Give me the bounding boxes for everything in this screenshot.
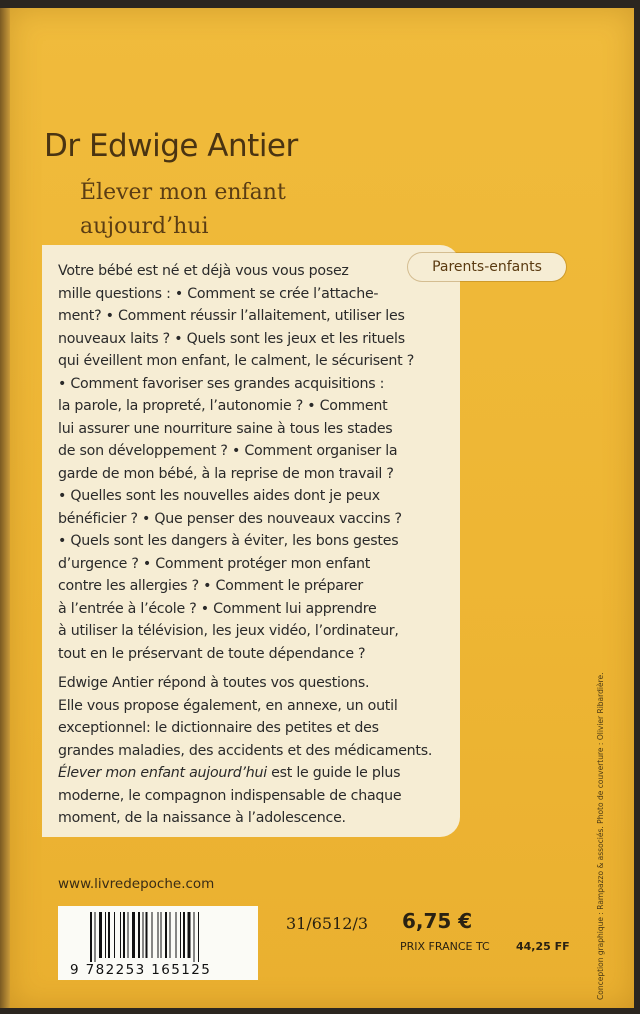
barcode-bar [170, 912, 171, 958]
price-ff: 44,25 FF [516, 940, 570, 953]
barcode-number: 9 782253 165125 [70, 962, 212, 978]
text-line: moderne, le compagnon indispensable de chaque [58, 787, 402, 804]
barcode-bar [99, 912, 102, 958]
text-line: exceptionnel: le dictionnaire des petites et des [58, 720, 379, 736]
barcode-bar [95, 912, 96, 962]
barcode-bar [183, 912, 185, 958]
text-line: Elle vous propose également, en annexe, un outil [58, 697, 398, 714]
text-line: • Comment favoriser ses grandes acquisitions : [58, 375, 385, 392]
text-line: • Quelles sont les nouvelles aides dont je peux [58, 488, 380, 504]
text-line: la parole, la propreté, l’autonomie ? • Comment [58, 398, 388, 414]
barcode-bar [108, 912, 110, 958]
barcode-bar [123, 912, 125, 958]
barcode-bar [161, 912, 162, 958]
barcode-bar [128, 912, 129, 958]
text-line [58, 762, 458, 785]
text-line: mille questions : • Comment se crée l’attache- [58, 285, 379, 302]
italic-book-title: Élever mon enfant aujourd’hui [58, 765, 267, 781]
text-line: tout en le préservant de toute dépendance ? [58, 645, 366, 662]
barcode-bar [143, 912, 144, 958]
text-line: ment? • Comment réussir l’allaitement, utiliser les [58, 308, 405, 324]
barcode-bar [188, 912, 191, 958]
barcode-bar [132, 912, 135, 958]
text-line: à utiliser la télévision, les jeux vidéo, l’ordinateur, [58, 623, 399, 639]
description-paragraph-2 [58, 672, 458, 830]
author-name: Dr Edwige Antier [44, 128, 298, 164]
barcode-bar [194, 912, 195, 962]
publisher-website: www.livredepoche.com [58, 876, 215, 892]
text-line: bénéficier ? • Que penser des nouveaux vaccins ? [58, 510, 402, 527]
barcode-bar [165, 912, 167, 958]
barcode-bars [88, 912, 238, 962]
text-line: • Quels sont les dangers à éviter, les bons gestes [58, 533, 399, 549]
barcode-bar [120, 912, 121, 958]
catalog-code: 31/6512/3 [286, 914, 369, 933]
text-line: garde de mon bébé, à la reprise de mon travail ? [58, 465, 394, 482]
text-line: moment, de la naissance à l’adolescence. [58, 810, 346, 826]
design-credits: Conception graphique : Rampazzo & associés. Photo de couverture : Olivier Ribardière. [596, 672, 605, 1000]
text-line: lui assurer une nourriture saine à tous les stades [58, 420, 393, 437]
book-title-line-2: aujourd’hui [80, 214, 209, 239]
text-fragment: est le guide le plus [266, 765, 401, 781]
text-line: Votre bébé est né et déjà vous vous posez [58, 263, 349, 279]
barcode-bar [158, 912, 159, 958]
barcode-bar [176, 912, 177, 958]
barcode [58, 906, 258, 980]
book-edge [0, 8, 10, 1008]
text-line: qui éveillent mon enfant, le calment, le sécurisent ? [58, 353, 414, 369]
description-paragraph-1 [58, 260, 458, 665]
book-title [80, 176, 286, 244]
price: 6,75 € [402, 909, 473, 933]
text-line: d’urgence ? • Comment protéger mon enfant [58, 555, 371, 572]
barcode-bar [114, 912, 115, 958]
barcode-bar [146, 912, 148, 958]
barcode-bar [105, 912, 106, 958]
collection-badge: Parents-enfants [408, 253, 566, 281]
text-line: Edwige Antier répond à toutes vos questions. [58, 675, 370, 691]
price-label: PRIX FRANCE TC [400, 940, 490, 953]
text-line: de son développement ? • Comment organiser la [58, 443, 398, 459]
text-line: à l’entrée à l’école ? • Comment lui apprendre [58, 600, 377, 617]
text-line: contre les allergies ? • Comment le préparer [58, 578, 363, 594]
barcode-bar [90, 912, 92, 962]
book-title-line-1: Élever mon enfant [80, 180, 286, 205]
barcode-bar [152, 912, 153, 958]
barcode-bar [198, 912, 199, 962]
barcode-bar [138, 912, 140, 958]
text-line: grandes maladies, des accidents et des médicaments. [58, 742, 433, 759]
barcode-bar [180, 912, 181, 958]
text-line: nouveaux laits ? • Quels sont les jeux et les rituels [58, 330, 405, 347]
